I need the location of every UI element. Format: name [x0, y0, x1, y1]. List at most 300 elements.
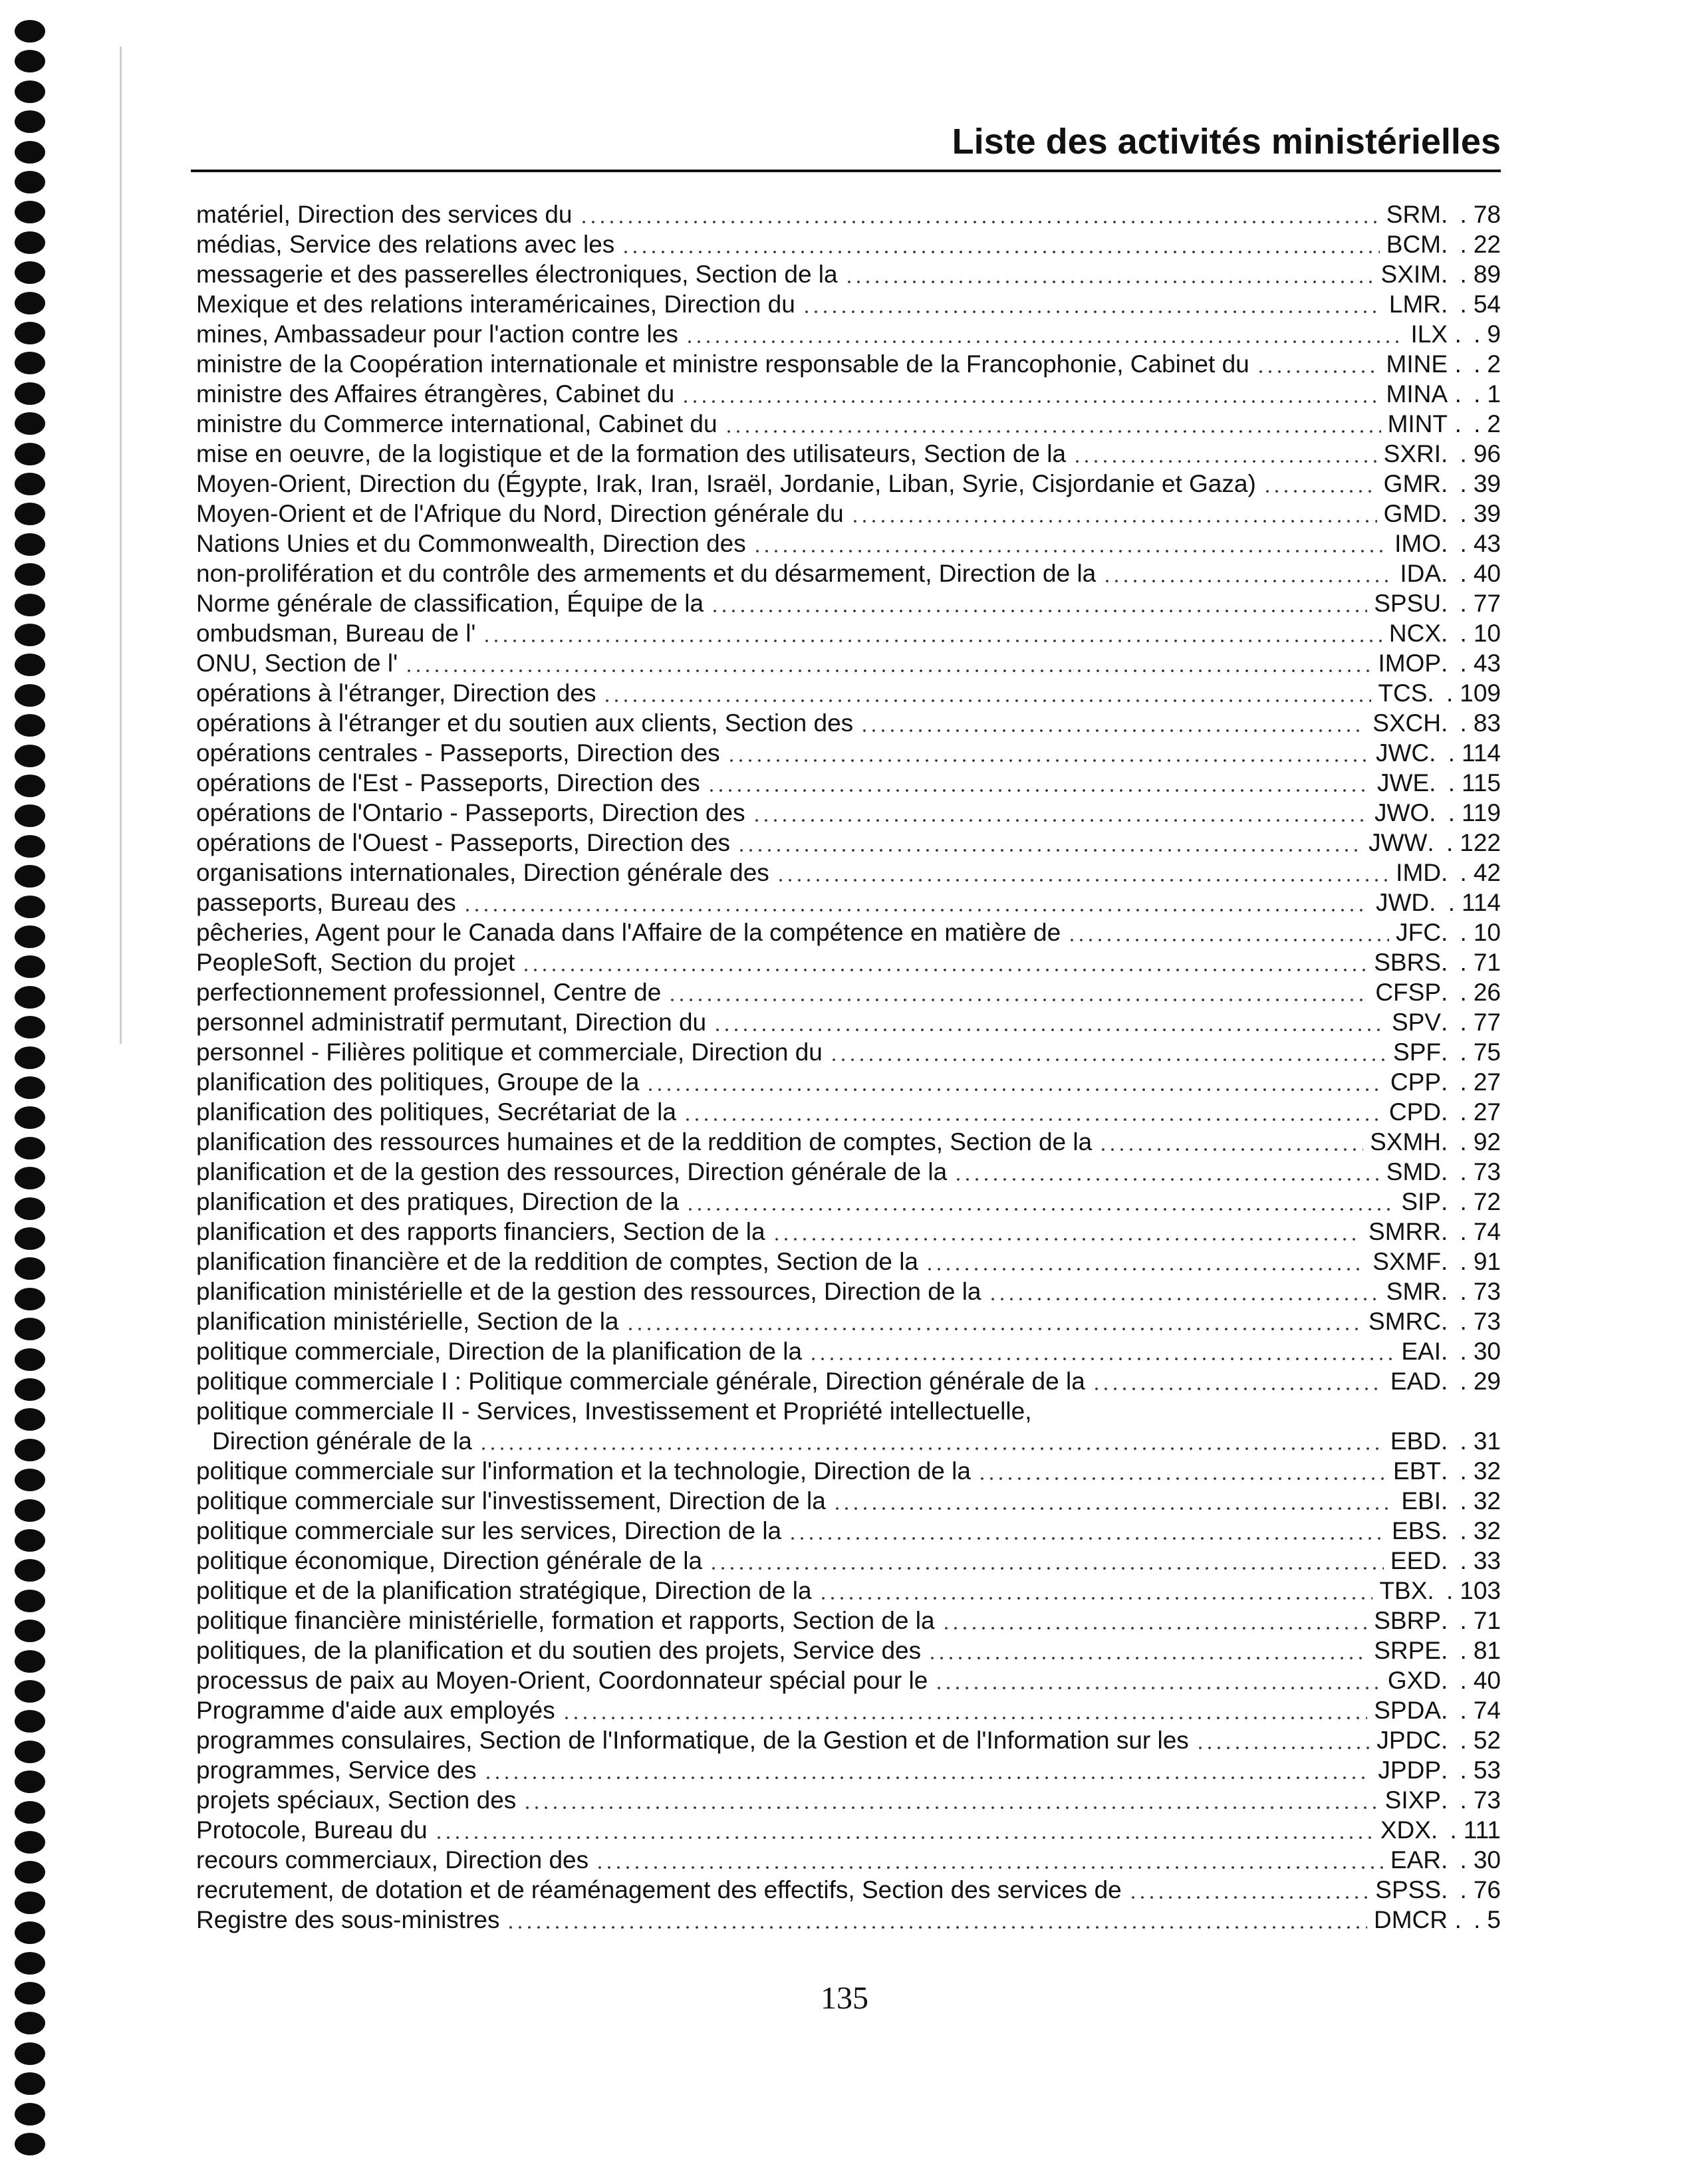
- entry-label: ministre des Affaires étrangères, Cabinet du: [196, 380, 675, 408]
- entry-code: IMD: [1396, 859, 1441, 886]
- entry-label: politique commerciale sur l'information et la technologie, Direction de la: [196, 1457, 971, 1485]
- entry-page: . . 29: [1441, 1366, 1501, 1396]
- index-entry: [196, 469, 1501, 499]
- entry-code: GXD: [1387, 1667, 1441, 1694]
- entry-code: IDA: [1400, 560, 1441, 587]
- dot-leader: [988, 1296, 1380, 1302]
- index-entry: [196, 1037, 1501, 1067]
- dot-leader: [562, 1715, 1368, 1721]
- entry-label: pêcheries, Agent pour le Canada dans l'Affaire de la compétence en matière de: [196, 919, 1061, 946]
- dot-leader: [686, 1206, 1394, 1213]
- binding-hole: [15, 1016, 45, 1038]
- entry-label: programmes consulaires, Section de l'Informatique, de la Gestion et de l'Information sur les: [196, 1727, 1189, 1754]
- entry-page: . . 122: [1427, 828, 1501, 858]
- entry-page: . . 96: [1441, 439, 1501, 469]
- dot-leader: [772, 1236, 1362, 1243]
- index-entry: [196, 1217, 1501, 1247]
- entry-code: SMR: [1386, 1278, 1441, 1305]
- entry-label: personnel administratif permutant, Direction du: [196, 1009, 707, 1036]
- dot-leader: [1256, 368, 1380, 375]
- binding-hole: [15, 2042, 45, 2065]
- entry-page: . . 22: [1441, 229, 1501, 259]
- entry-page: . . 77: [1441, 588, 1501, 618]
- binding-hole: [15, 1378, 45, 1401]
- entry-label: politique commerciale sur l'investissement, Direction de la: [196, 1487, 826, 1515]
- binding-hole: [15, 1197, 45, 1220]
- binding-hole: [15, 804, 45, 827]
- dot-leader: [685, 338, 1404, 345]
- binding-hole: [15, 1499, 45, 1522]
- entry-code: JPDC: [1376, 1727, 1441, 1754]
- entry-code: SMRC: [1368, 1308, 1441, 1335]
- entry-code: IMO: [1394, 530, 1441, 557]
- entry-label: politique financière ministérielle, formation et rapports, Section de la: [196, 1607, 935, 1634]
- entry-label: ONU, Section de l': [196, 650, 398, 677]
- binding-hole: [15, 563, 45, 586]
- entry-page: . . 9: [1448, 319, 1501, 349]
- index-entry: [196, 1127, 1501, 1157]
- binding-hole: [15, 594, 45, 616]
- binding-hole: [15, 1891, 45, 1914]
- index-entry: [196, 439, 1501, 469]
- index-entry: [196, 229, 1501, 259]
- binding-hole: [15, 1106, 45, 1129]
- dot-leader: [404, 667, 1371, 674]
- entry-page: . . 39: [1441, 499, 1501, 529]
- entry-code: SBRS: [1374, 949, 1441, 976]
- entry-code: SPSS: [1375, 1876, 1441, 1903]
- entry-code: XDX: [1380, 1816, 1431, 1844]
- index-entry: [196, 1366, 1501, 1396]
- binding-hole: [15, 1227, 45, 1250]
- entry-page: . . 32: [1441, 1456, 1501, 1486]
- binding-hole: [15, 1952, 45, 1975]
- margin-line: [120, 47, 122, 1044]
- entry-code: JWC: [1376, 739, 1430, 767]
- index-entry: [196, 558, 1501, 588]
- dot-leader: [802, 308, 1382, 315]
- entry-code: JWO: [1374, 799, 1430, 826]
- dot-leader: [523, 1804, 1378, 1811]
- entry-page: . . 81: [1441, 1636, 1501, 1665]
- entry-page: . . 92: [1441, 1127, 1501, 1157]
- dot-leader: [829, 1056, 1386, 1063]
- entry-code: EED: [1390, 1547, 1441, 1574]
- index-entry: [196, 1157, 1501, 1187]
- dot-leader: [1128, 1894, 1369, 1901]
- entry-page: . . 43: [1441, 648, 1501, 678]
- dot-leader: [934, 1685, 1380, 1691]
- index-entry: [196, 648, 1501, 678]
- index-entry: [196, 1516, 1501, 1546]
- entry-code: CPP: [1390, 1068, 1441, 1096]
- binding-hole: [15, 896, 45, 918]
- entry-code: EBI: [1401, 1487, 1441, 1515]
- header-rule: [191, 170, 1501, 172]
- dot-leader: [463, 907, 1369, 913]
- binding-hole: [15, 714, 45, 737]
- entry-label: Moyen-Orient, Direction du (Égypte, Irak, Iran, Israël, Jordanie, Liban, Syrie, Cisjordanie et Gaza): [196, 470, 1256, 497]
- entry-label: matériel, Direction des services du: [196, 201, 573, 228]
- index-entry: [196, 1576, 1501, 1606]
- binding-hole: [15, 20, 45, 43]
- entry-label: opérations centrales - Passeports, Direction des: [196, 739, 720, 767]
- entry-label: planification ministérielle, Section de la: [196, 1308, 619, 1335]
- index-entry: [196, 349, 1501, 379]
- index-entry: [196, 678, 1501, 708]
- entry-label: Moyen-Orient et de l'Afrique du Nord, Direction générale du: [196, 500, 844, 527]
- binding-hole: [15, 141, 45, 164]
- dot-leader: [850, 518, 1377, 525]
- binding-hole: [15, 382, 45, 405]
- binding-hole: [15, 1439, 45, 1461]
- binding-hole: [15, 1408, 45, 1431]
- entry-code: CPD: [1388, 1098, 1441, 1126]
- entry-label: recours commerciaux, Direction des: [196, 1846, 589, 1874]
- entry-label: Programme d'aide aux employés: [196, 1697, 555, 1724]
- index-entry: [196, 1815, 1501, 1845]
- entry-label: planification des ressources humaines et de la reddition de comptes, Section de la: [196, 1128, 1093, 1155]
- entry-label: politiques, de la planification et du soutien des projets, Service des: [196, 1637, 922, 1664]
- entry-page: . . 33: [1441, 1546, 1501, 1576]
- entry-code: NCX: [1388, 620, 1441, 647]
- entry-code: SPF: [1393, 1038, 1441, 1066]
- dot-leader: [928, 1655, 1367, 1661]
- entry-label: opérations de l'Est - Passeports, Direction des: [196, 769, 700, 796]
- dot-leader: [1073, 458, 1377, 465]
- index-entry: [196, 1905, 1501, 1935]
- dot-leader: [621, 249, 1379, 255]
- index-entry: [196, 289, 1501, 319]
- binding-hole: [15, 1620, 45, 1642]
- entry-page: . . 73: [1441, 1306, 1501, 1336]
- index-entry: [196, 1875, 1501, 1905]
- index-entry: [196, 828, 1501, 858]
- entry-label: politique commerciale II - Services, Investissement et Propriété intellectuelle,: [196, 1397, 1032, 1425]
- binding-hole: [15, 684, 45, 707]
- dot-leader: [602, 697, 1371, 704]
- index-list: [196, 199, 1501, 1935]
- dot-leader: [788, 1535, 1385, 1542]
- binding-hole: [15, 322, 45, 344]
- entry-page: . . 52: [1441, 1725, 1501, 1755]
- entry-page: . . 54: [1441, 289, 1501, 319]
- index-entry: [196, 319, 1501, 349]
- entry-page: . . 115: [1429, 768, 1501, 798]
- dot-leader: [727, 757, 1369, 764]
- entry-page: . . 74: [1441, 1217, 1501, 1247]
- binding-hole: [15, 80, 45, 103]
- binding-hole: [15, 925, 45, 948]
- entry-label: recrutement, de dotation et de réaménagement des effectifs, Section des services de: [196, 1876, 1122, 1903]
- dot-leader: [752, 817, 1368, 824]
- entry-code: SXIM: [1380, 261, 1441, 288]
- entry-label: politique commerciale, Direction de la planification de la: [196, 1338, 803, 1365]
- entry-label: mines, Ambassadeur pour l'action contre les: [196, 320, 678, 348]
- binding-hole: [15, 1650, 45, 1673]
- entry-label: planification et de la gestion des ressources, Direction générale de la: [196, 1158, 948, 1185]
- index-entry: [196, 618, 1501, 648]
- entry-page: . . 76: [1441, 1875, 1501, 1905]
- entry-code: JWE: [1377, 769, 1430, 796]
- binding-hole: [15, 1680, 45, 1703]
- entry-label: politique commerciale sur les services, Direction de la: [196, 1517, 782, 1544]
- binding-hole: [15, 1831, 45, 1854]
- binding-hole: [15, 745, 45, 767]
- index-entry: [196, 1067, 1501, 1097]
- dot-leader: [809, 1356, 1394, 1362]
- index-entry: [196, 1306, 1501, 1336]
- entry-label: PeopleSoft, Section du projet: [196, 949, 515, 976]
- entry-label: Registre des sous-ministres: [196, 1906, 500, 1933]
- entry-code: SPDA: [1374, 1697, 1441, 1724]
- index-entry: [196, 1097, 1501, 1127]
- entry-page: . . 73: [1441, 1157, 1501, 1187]
- index-entry: [196, 1606, 1501, 1636]
- binding-hole: [15, 1710, 45, 1733]
- binding-hole: [15, 533, 45, 556]
- entry-label: planification et des rapports financiers, Section de la: [196, 1218, 765, 1245]
- dot-leader: [683, 1116, 1382, 1123]
- binding-hole: [15, 1076, 45, 1099]
- entry-code: JWD: [1376, 889, 1430, 916]
- entry-code: JWW: [1368, 829, 1428, 856]
- entry-label: opérations à l'étranger, Direction des: [196, 679, 596, 707]
- dot-leader: [977, 1475, 1386, 1482]
- index-entry: [196, 1755, 1501, 1785]
- entry-code: GMD: [1383, 500, 1441, 527]
- entry-page: . . 40: [1441, 1665, 1501, 1695]
- entry-page: . . 73: [1441, 1276, 1501, 1306]
- binding-hole: [15, 1318, 45, 1340]
- entry-code: SMD: [1386, 1158, 1441, 1185]
- index-entry: [196, 977, 1501, 1007]
- index-entry: [196, 1695, 1501, 1725]
- binding-hole: [15, 1529, 45, 1552]
- entry-code: SMRR: [1368, 1218, 1441, 1245]
- entry-page: . . 32: [1441, 1486, 1501, 1516]
- binding-hole: [15, 1046, 45, 1069]
- entry-code: SPV: [1391, 1009, 1441, 1036]
- dot-leader: [833, 1505, 1395, 1512]
- entry-label: Direction générale de la: [212, 1427, 472, 1455]
- binding-hole: [15, 2103, 45, 2125]
- dot-leader: [1067, 937, 1389, 943]
- index-entry: [196, 409, 1501, 439]
- entry-code: EBD: [1390, 1427, 1441, 1455]
- dot-leader: [1103, 578, 1393, 584]
- index-entry: [196, 1546, 1501, 1576]
- entry-code: DMCR: [1374, 1906, 1448, 1933]
- entry-page: . . 91: [1441, 1247, 1501, 1276]
- binding-hole: [15, 955, 45, 978]
- entry-label: Nations Unies et du Commonwealth, Direction des: [196, 530, 746, 557]
- entry-page: . . 10: [1441, 917, 1501, 947]
- index-entry: [196, 947, 1501, 977]
- binding-hole: [15, 1559, 45, 1582]
- dot-leader: [710, 608, 1367, 614]
- dot-leader: [1263, 488, 1377, 495]
- entry-page: . . 27: [1441, 1097, 1501, 1127]
- entry-page: . . 2: [1448, 349, 1501, 379]
- binding-hole: [15, 1469, 45, 1491]
- entry-label: planification et des pratiques, Direction de la: [196, 1188, 680, 1215]
- dot-leader: [1099, 1146, 1363, 1153]
- entry-label: ombudsman, Bureau de l': [196, 620, 476, 647]
- entry-code: SPSU: [1374, 590, 1441, 617]
- dot-leader: [1196, 1745, 1370, 1751]
- index-entry: [196, 1187, 1501, 1217]
- entry-label: politique commerciale I : Politique commerciale générale, Direction générale de la: [196, 1368, 1085, 1395]
- entry-code: SXCH: [1372, 709, 1441, 737]
- index-entry: [196, 1845, 1501, 1875]
- entry-label: ministre du Commerce international, Cabinet du: [196, 410, 717, 437]
- binding-hole: [15, 443, 45, 465]
- index-entry: [196, 1336, 1501, 1366]
- dot-leader: [646, 1086, 1383, 1093]
- entry-page: . . 26: [1441, 977, 1501, 1007]
- binding-hole: [15, 986, 45, 1009]
- binding-hole: [15, 412, 45, 435]
- binding-hole: [15, 1741, 45, 1763]
- entry-code: MINA: [1386, 380, 1448, 408]
- entry-code: SBRP: [1374, 1607, 1441, 1634]
- entry-page: . . 10: [1441, 618, 1501, 648]
- index-entry: [196, 1426, 1501, 1456]
- index-entry: [196, 529, 1501, 558]
- dot-leader: [737, 847, 1362, 854]
- binding-hole: [15, 50, 45, 72]
- dot-leader: [707, 787, 1370, 794]
- dot-leader: [595, 1864, 1384, 1871]
- index-entry: [196, 798, 1501, 828]
- dot-leader: [626, 1326, 1363, 1332]
- entry-page: . . 74: [1441, 1695, 1501, 1725]
- entry-label: non-prolifération et du contrôle des armements et du désarmement, Direction de la: [196, 560, 1097, 587]
- index-entry: [196, 708, 1501, 738]
- entry-page: . . 119: [1429, 798, 1501, 828]
- entry-page: . . 32: [1441, 1516, 1501, 1546]
- dot-leader: [709, 1565, 1384, 1572]
- entry-code: JPDP: [1378, 1757, 1441, 1784]
- entry-code: MINE: [1386, 350, 1448, 378]
- binding-hole: [15, 292, 45, 314]
- entry-label: passeports, Bureau des: [196, 889, 456, 916]
- entry-page: . . 103: [1427, 1576, 1501, 1606]
- dot-leader: [860, 727, 1366, 734]
- entry-page: . . 1: [1448, 379, 1501, 409]
- dot-leader: [479, 1445, 1384, 1452]
- binding-hole: [15, 654, 45, 676]
- dot-leader: [506, 1924, 1367, 1931]
- entry-code: EAI: [1401, 1338, 1441, 1365]
- dot-leader: [819, 1595, 1373, 1602]
- index-entry: [196, 1456, 1501, 1486]
- entry-page: . . 27: [1441, 1067, 1501, 1097]
- entry-code: TCS: [1378, 679, 1428, 707]
- binding-hole: [15, 835, 45, 858]
- dot-leader: [1092, 1386, 1384, 1392]
- binding-hole: [15, 2072, 45, 2095]
- entry-label: Mexique et des relations interaméricaines, Direction du: [196, 291, 795, 318]
- entry-page: . . 77: [1441, 1007, 1501, 1037]
- binding-hole: [15, 1590, 45, 1612]
- dot-leader: [521, 967, 1367, 973]
- entry-code: SXMH: [1370, 1128, 1441, 1155]
- entry-page: . . 89: [1441, 259, 1501, 289]
- entry-label: messagerie et des passerelles électroniques, Section de la: [196, 261, 838, 288]
- entry-label: politique et de la planification stratégique, Direction de la: [196, 1577, 812, 1604]
- dot-leader: [776, 877, 1389, 884]
- entry-label: planification des politiques, Groupe de la: [196, 1068, 640, 1096]
- index-entry: [196, 738, 1501, 768]
- binding-hole: [15, 1167, 45, 1189]
- entry-label: médias, Service des relations avec les: [196, 231, 615, 258]
- entry-code: JFC: [1396, 919, 1441, 946]
- index-entry: [196, 1665, 1501, 1695]
- entry-page: . . 5: [1448, 1905, 1501, 1935]
- entry-label: opérations de l'Ouest - Passeports, Direction des: [196, 829, 730, 856]
- entry-page: . . 114: [1429, 888, 1501, 917]
- binding-hole: [15, 473, 45, 495]
- index-entry: [196, 499, 1501, 529]
- dot-leader: [844, 279, 1374, 285]
- entry-code: CFSP: [1375, 979, 1441, 1006]
- binding-hole: [15, 2133, 45, 2155]
- binding-hole: [15, 1257, 45, 1280]
- dot-leader: [942, 1625, 1368, 1632]
- binding-hole: [15, 201, 45, 223]
- binding-hole: [15, 1801, 45, 1824]
- dot-leader: [724, 428, 1381, 435]
- entry-code: EAD: [1390, 1368, 1441, 1395]
- entry-label: Norme générale de classification, Équipe de la: [196, 590, 704, 617]
- entry-page: . . 39: [1441, 469, 1501, 499]
- entry-page: . . 30: [1441, 1845, 1501, 1875]
- entry-code: SIXP: [1384, 1786, 1441, 1814]
- binding-hole: [15, 1770, 45, 1793]
- entry-code: MINT: [1387, 410, 1448, 437]
- index-entry: [196, 858, 1501, 888]
- page-number: 135: [821, 1981, 868, 2016]
- dot-leader: [483, 1774, 1372, 1781]
- binding-hole: [15, 1921, 45, 1944]
- entry-code: BCM: [1386, 231, 1441, 258]
- index-entry: [196, 1396, 1501, 1426]
- entry-label: opérations à l'étranger et du soutien aux clients, Section des: [196, 709, 854, 737]
- index-entry: [196, 199, 1501, 229]
- dot-leader: [713, 1027, 1385, 1033]
- entry-code: TBX: [1379, 1577, 1428, 1604]
- index-entry: [196, 1636, 1501, 1665]
- entry-page: . . 109: [1427, 678, 1501, 708]
- index-entry: [196, 379, 1501, 409]
- binding-hole: [15, 624, 45, 646]
- index-entry: [196, 1276, 1501, 1306]
- index-entry: [196, 1486, 1501, 1516]
- dot-leader: [753, 548, 1388, 554]
- index-entry: [196, 888, 1501, 917]
- entry-page: . . 43: [1441, 529, 1501, 558]
- entry-page: . . 30: [1441, 1336, 1501, 1366]
- binding-hole: [15, 1288, 45, 1310]
- binding-hole: [15, 110, 45, 133]
- index-entry: [196, 768, 1501, 798]
- binding-hole: [15, 1861, 45, 1883]
- page-title: Liste des activités ministérielles: [952, 122, 1501, 162]
- entry-code: EBT: [1393, 1457, 1441, 1485]
- entry-label: Protocole, Bureau du: [196, 1816, 428, 1844]
